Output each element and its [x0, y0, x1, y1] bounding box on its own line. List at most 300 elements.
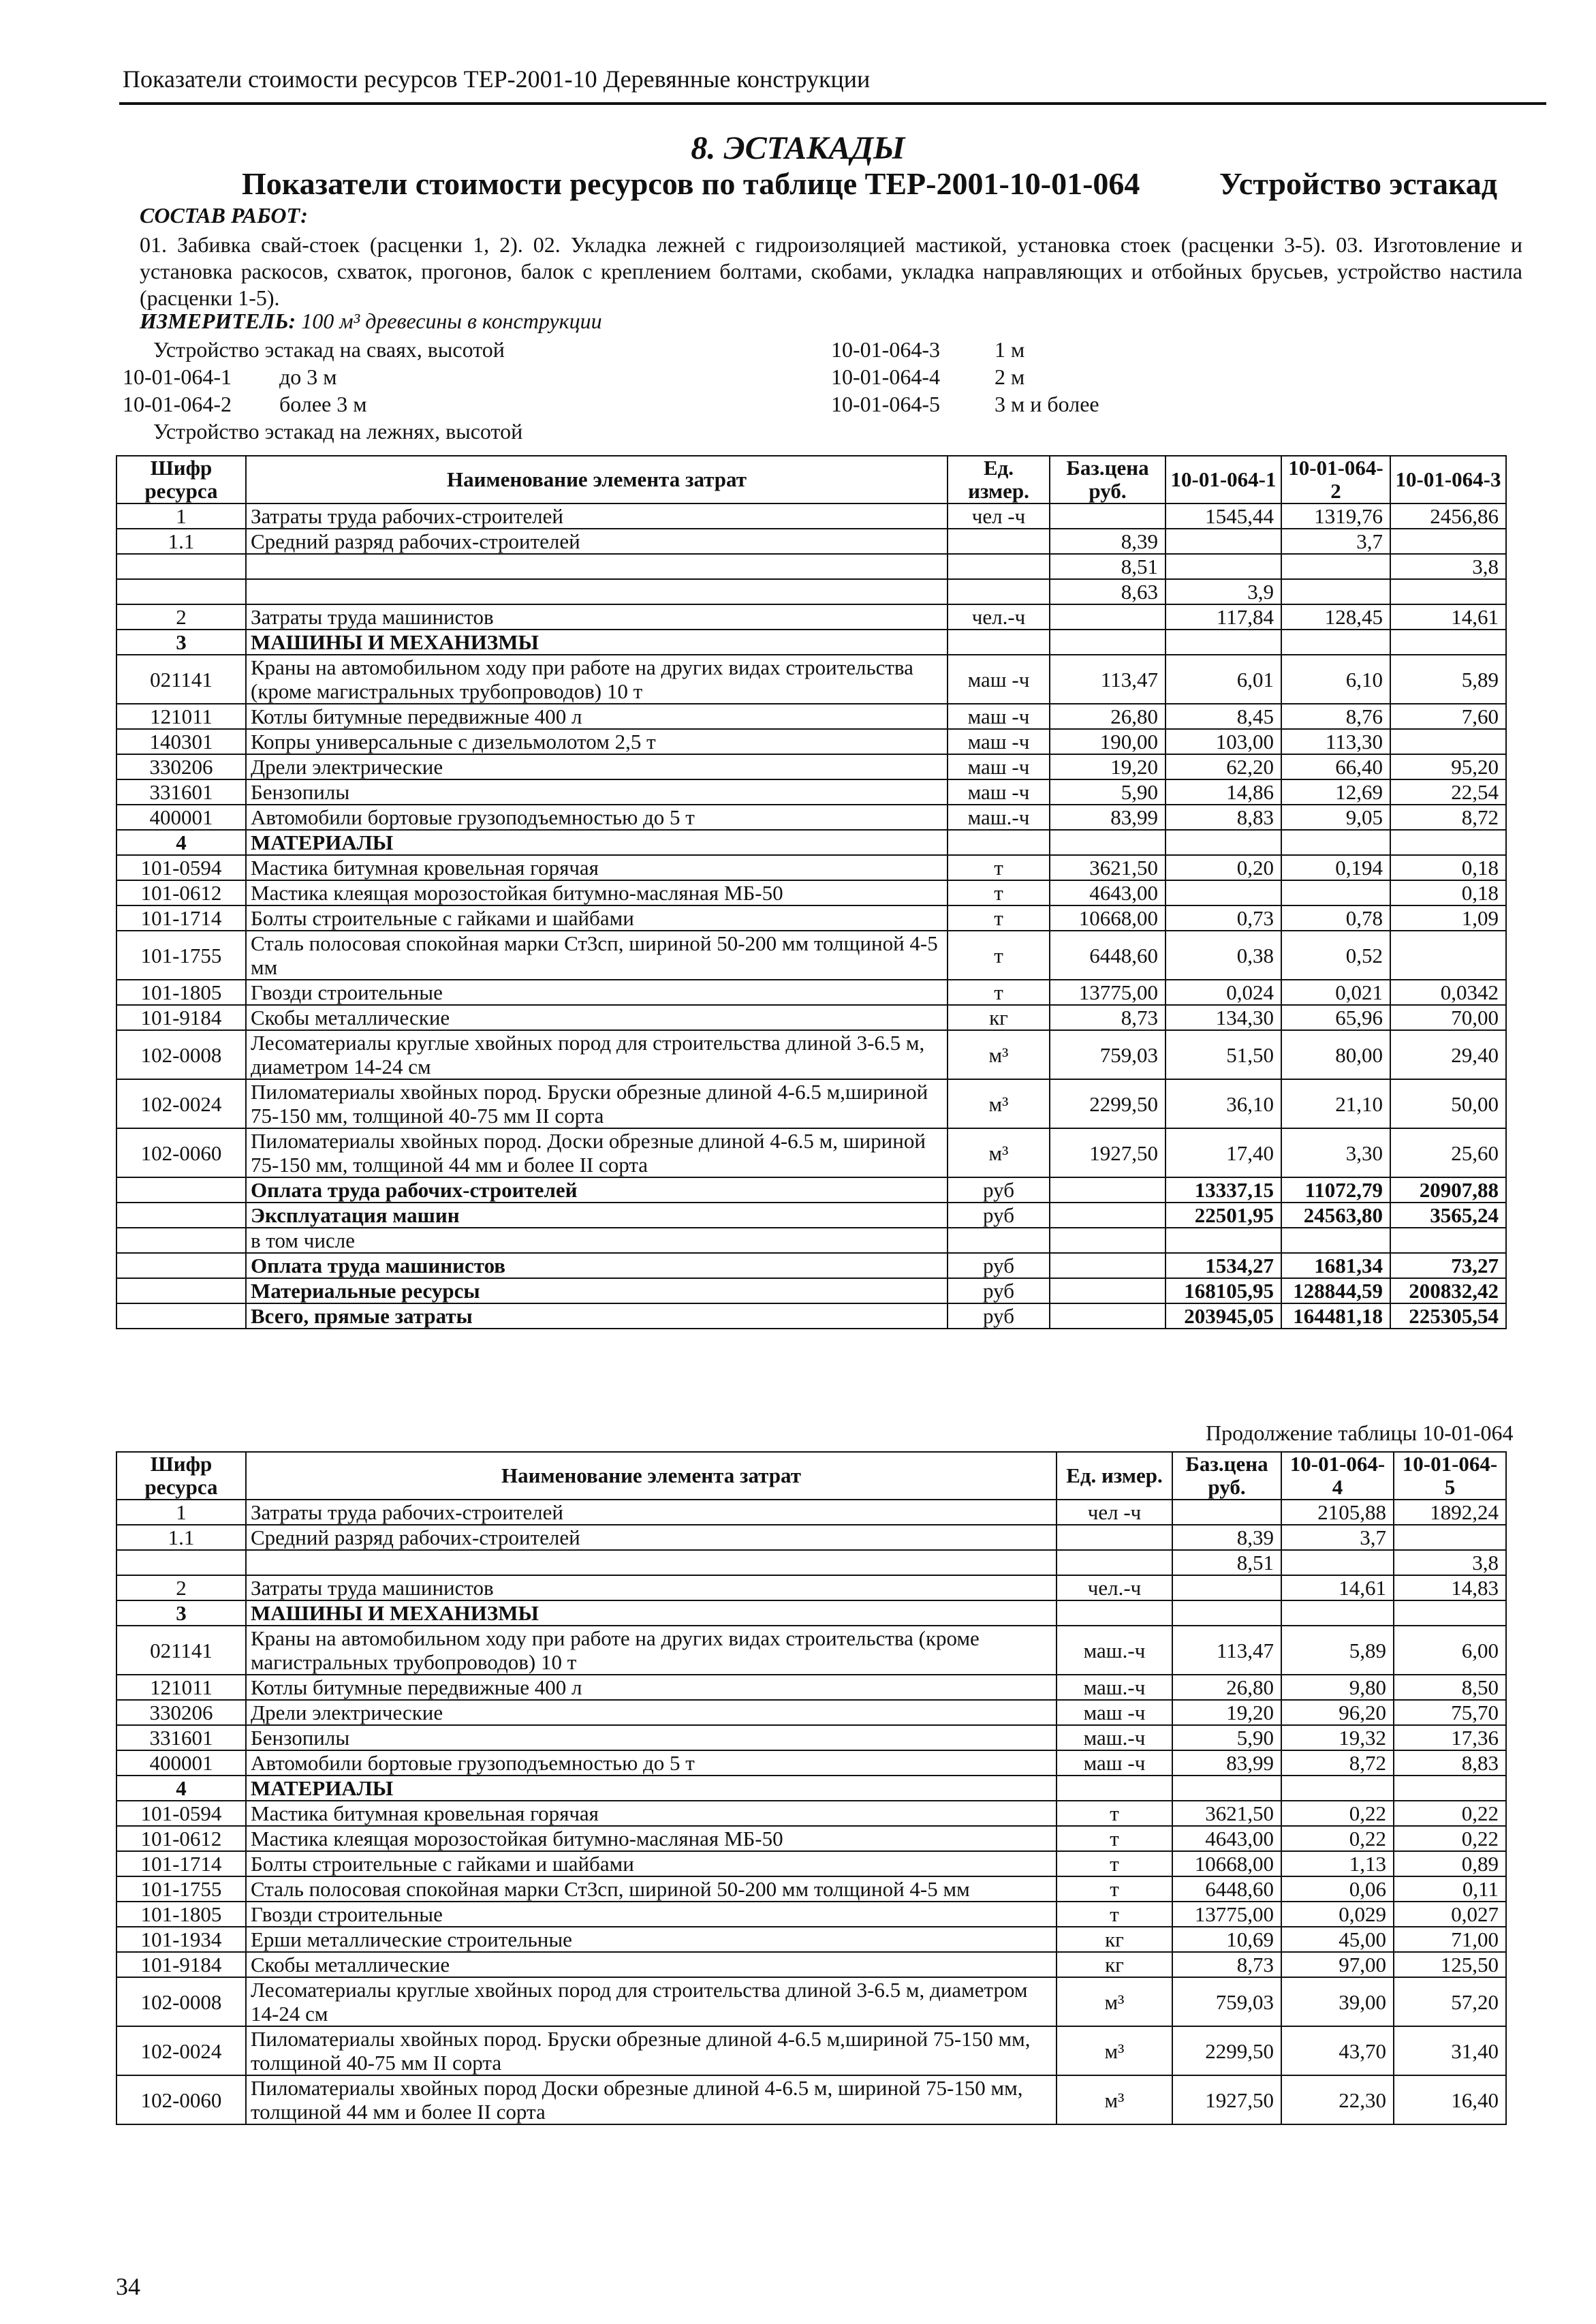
value-cell: 0,22 [1394, 1801, 1506, 1826]
unit-cell: м³ [1057, 2026, 1172, 2075]
value-cell: 3,8 [1394, 1550, 1506, 1575]
resource-code: 331601 [116, 779, 246, 805]
value-cell: 14,61 [1281, 1575, 1394, 1600]
work-description: 01. Забивка свай-стоек (расценки 1, 2). 02. Укладка лежней с гидроизоляцией мастикой, установка стоек (расценки 3-5). 03. Изготовление и установка раскосов, схваток, прогонов, балок с креплением болтами, скобами, укладка направляющих и отбойных брусьев, устройство настила (расценки 1-5). [140, 232, 1522, 310]
base-price-cell: 26,80 [1172, 1675, 1281, 1700]
resource-code: 400001 [116, 1750, 246, 1776]
unit-cell: чел.-ч [1057, 1575, 1172, 1600]
resource-name [246, 1550, 1057, 1575]
value-cell: 0,06 [1281, 1876, 1394, 1902]
table-row [116, 1079, 1506, 1128]
unit-cell [948, 630, 1050, 655]
unit-cell [1057, 1550, 1172, 1575]
resource-code: 1 [116, 503, 246, 529]
table-row [116, 1626, 1506, 1675]
base-price-cell: 4643,00 [1050, 880, 1165, 905]
resource-name: Пиломатериалы хвойных пород. Бруски обрезные длиной 4-6.5 м,шириной 75-150 мм, толщиной 40-75 мм II сорта [246, 1079, 948, 1128]
resource-name: МАТЕРИАЛЫ [246, 1776, 1057, 1801]
value-cell: 0,73 [1165, 905, 1281, 931]
value-cell: 3,7 [1281, 529, 1390, 554]
table-row [116, 1725, 1506, 1750]
column-header: Шифр ресурса [116, 1452, 246, 1500]
unit-cell: т [948, 931, 1050, 980]
value-cell [1394, 1600, 1506, 1626]
unit-cell: т [948, 980, 1050, 1005]
base-price-cell: 1927,50 [1050, 1128, 1165, 1177]
base-price-cell: 2299,50 [1172, 2026, 1281, 2075]
column-header: 10-01-064-1 [1165, 456, 1281, 503]
price-code: 10-01-064-4 [831, 365, 940, 389]
resource-name: Краны на автомобильном ходу при работе на других видах строительства (кроме магистральных трубопроводов) 10 т [246, 1626, 1057, 1675]
column-header: 10-01-064-5 [1394, 1452, 1506, 1500]
resource-name: Автомобили бортовые грузоподъемностью до 5 т [246, 1750, 1057, 1776]
base-price-cell [1050, 503, 1165, 529]
base-price-cell: 13775,00 [1172, 1902, 1281, 1927]
table-row [116, 529, 1506, 554]
table-subject: Устройство эстакад [1219, 166, 1498, 201]
value-cell [1390, 729, 1506, 754]
value-cell: 11072,79 [1281, 1177, 1390, 1203]
table-row [116, 880, 1506, 905]
work-heading: СОСТАВ РАБОТ: [140, 203, 308, 228]
base-price-cell: 19,20 [1050, 754, 1165, 779]
value-cell [1281, 554, 1390, 579]
price-code-text: 1 м [995, 337, 1025, 362]
table-row [116, 1005, 1506, 1030]
value-cell [1281, 880, 1390, 905]
base-price-cell: 26,80 [1050, 704, 1165, 729]
value-cell: 2105,88 [1281, 1500, 1394, 1525]
unit-cell: т [948, 880, 1050, 905]
value-cell: 12,69 [1281, 779, 1390, 805]
unit-cell [948, 830, 1050, 855]
resource-code: 102-0008 [116, 1977, 246, 2026]
unit-cell: маш.-ч [1057, 1725, 1172, 1750]
resource-name: Скобы металлические [246, 1952, 1057, 1977]
table-row [116, 1203, 1506, 1228]
resource-name: Пиломатериалы хвойных пород Доски обрезные длиной 4-6.5 м, шириной 75-150 мм, толщиной 44 мм и более II сорта [246, 2075, 1057, 2124]
unit-cell: м³ [1057, 2075, 1172, 2124]
value-cell: 97,00 [1281, 1952, 1394, 1977]
table-title: Показатели стоимости ресурсов по таблице ТЕР-2001-10-01-064 [242, 166, 1140, 201]
price-code-text: более 3 м [279, 392, 367, 416]
resource-code: 4 [116, 830, 246, 855]
table-row [116, 1675, 1506, 1700]
base-price-cell: 10668,00 [1172, 1851, 1281, 1876]
resource-code: 101-1805 [116, 1902, 246, 1927]
resource-name: Мастика битумная кровельная горячая [246, 855, 948, 880]
resource-code: 1.1 [116, 1525, 246, 1550]
resource-code [116, 1253, 246, 1278]
unit-cell: маш.-ч [1057, 1626, 1172, 1675]
table-row [116, 980, 1506, 1005]
table-row [116, 1750, 1506, 1776]
base-price-cell [1172, 1500, 1281, 1525]
value-cell [1281, 830, 1390, 855]
measure-label: ИЗМЕРИТЕЛЬ: [140, 309, 296, 333]
resource-name: Мастика клеящая морозостойкая битумно-масляная МБ-50 [246, 880, 948, 905]
resource-name: Затраты труда машинистов [246, 1575, 1057, 1600]
resource-name: Пиломатериалы хвойных пород. Бруски обрезные длиной 4-6.5 м,шириной 75-150 мм, толщиной 40-75 мм II сорта [246, 2026, 1057, 2075]
price-code: 10-01-064-1 [123, 365, 232, 389]
table-row [116, 579, 1506, 604]
value-cell: 134,30 [1165, 1005, 1281, 1030]
value-cell: 3565,24 [1390, 1203, 1506, 1228]
value-cell [1394, 1525, 1506, 1550]
value-cell: 1,09 [1390, 905, 1506, 931]
value-cell: 3,8 [1390, 554, 1506, 579]
value-cell: 96,20 [1281, 1700, 1394, 1725]
table-row [116, 754, 1506, 779]
value-cell [1390, 1228, 1506, 1253]
table-body [116, 503, 1506, 1329]
value-cell: 62,20 [1165, 754, 1281, 779]
resource-code: 121011 [116, 704, 246, 729]
unit-cell: т [948, 905, 1050, 931]
resource-name: Скобы металлические [246, 1005, 948, 1030]
value-cell: 117,84 [1165, 604, 1281, 630]
value-cell: 50,00 [1390, 1079, 1506, 1128]
resource-code: 102-0060 [116, 2075, 246, 2124]
value-cell [1281, 579, 1390, 604]
resource-name: Болты строительные с гайками и шайбами [246, 1851, 1057, 1876]
table-row [116, 1826, 1506, 1851]
resource-code: 102-0060 [116, 1128, 246, 1177]
unit-cell: чел -ч [948, 503, 1050, 529]
resource-code [116, 579, 246, 604]
table-row [116, 830, 1506, 855]
value-cell: 203945,05 [1165, 1303, 1281, 1329]
value-cell: 14,86 [1165, 779, 1281, 805]
column-header: 10-01-064-4 [1281, 1452, 1394, 1500]
resource-name: Лесоматериалы круглые хвойных пород для строительства длиной 3-6.5 м, диаметром 14-24 см [246, 1977, 1057, 2026]
value-cell [1390, 830, 1506, 855]
value-cell: 31,40 [1394, 2026, 1506, 2075]
value-cell: 1534,27 [1165, 1253, 1281, 1278]
running-header: Показатели стоимости ресурсов ТЕР-2001-10 Деревянные конструкции [123, 65, 871, 93]
base-price-cell [1050, 830, 1165, 855]
table-row [116, 1030, 1506, 1079]
base-price-cell [1172, 1600, 1281, 1626]
unit-cell: маш -ч [1057, 1700, 1172, 1725]
value-cell: 2456,86 [1390, 503, 1506, 529]
base-price-cell: 6448,60 [1050, 931, 1165, 980]
value-cell [1281, 1228, 1390, 1253]
value-cell: 22501,95 [1165, 1203, 1281, 1228]
table-row [116, 503, 1506, 529]
base-price-cell [1050, 604, 1165, 630]
value-cell: 19,32 [1281, 1725, 1394, 1750]
resource-name: Эксплуатация машин [246, 1203, 948, 1228]
base-price-cell: 10668,00 [1050, 905, 1165, 931]
value-cell: 0,029 [1281, 1902, 1394, 1927]
unit-cell: маш -ч [948, 754, 1050, 779]
resource-code [116, 554, 246, 579]
unit-cell [1057, 1600, 1172, 1626]
price-code: 10-01-064-2 [123, 392, 232, 416]
resource-name: Мастика битумная кровельная горячая [246, 1801, 1057, 1826]
base-price-cell [1050, 1203, 1165, 1228]
column-header: 10-01-064-2 [1281, 456, 1390, 503]
table-row [116, 1851, 1506, 1876]
resource-code: 1 [116, 1500, 246, 1525]
base-price-cell: 19,20 [1172, 1700, 1281, 1725]
value-cell: 6,01 [1165, 655, 1281, 704]
table-row [116, 779, 1506, 805]
column-header: 10-01-064-3 [1390, 456, 1506, 503]
base-price-cell: 3621,50 [1172, 1801, 1281, 1826]
value-cell: 6,10 [1281, 655, 1390, 704]
column-header: Баз.цена руб. [1050, 456, 1165, 503]
table-row [116, 554, 1506, 579]
resource-code: 101-1714 [116, 1851, 246, 1876]
base-price-cell: 2299,50 [1050, 1079, 1165, 1128]
resource-name: Мастика клеящая морозостойкая битумно-масляная МБ-50 [246, 1826, 1057, 1851]
resource-code: 101-0612 [116, 1826, 246, 1851]
unit-cell [1057, 1525, 1172, 1550]
resource-code [116, 1177, 246, 1203]
value-cell: 65,96 [1281, 1005, 1390, 1030]
table-row [116, 905, 1506, 931]
value-cell: 1892,24 [1394, 1500, 1506, 1525]
column-header: Шифр ресурса [116, 456, 246, 503]
value-cell: 14,61 [1390, 604, 1506, 630]
base-price-cell: 5,90 [1050, 779, 1165, 805]
value-cell: 0,027 [1394, 1902, 1506, 1927]
resource-code: 101-1755 [116, 1876, 246, 1902]
base-price-cell: 4643,00 [1172, 1826, 1281, 1851]
value-cell: 36,10 [1165, 1079, 1281, 1128]
value-cell: 225305,54 [1390, 1303, 1506, 1329]
base-price-cell: 3621,50 [1050, 855, 1165, 880]
unit-cell: маш.-ч [1057, 1675, 1172, 1700]
value-cell: 0,22 [1394, 1826, 1506, 1851]
resource-code [116, 1550, 246, 1575]
resource-name: Болты строительные с гайками и шайбами [246, 905, 948, 931]
table-row [116, 1801, 1506, 1826]
base-price-cell: 10,69 [1172, 1927, 1281, 1952]
value-cell: 0,78 [1281, 905, 1390, 931]
page-number: 34 [116, 2273, 140, 2300]
resource-code: 3 [116, 1600, 246, 1626]
unit-cell: м³ [1057, 1977, 1172, 2026]
value-cell: 0,22 [1281, 1801, 1394, 1826]
resource-code: 101-1934 [116, 1927, 246, 1952]
value-cell: 1681,34 [1281, 1253, 1390, 1278]
resource-name [246, 554, 948, 579]
base-price-cell: 6448,60 [1172, 1876, 1281, 1902]
measure-line [140, 309, 602, 334]
measure-value: 100 м³ древесины в конструкции [301, 309, 602, 333]
table-row [116, 1902, 1506, 1927]
unit-cell: руб [948, 1278, 1050, 1303]
value-cell [1281, 1550, 1394, 1575]
base-price-cell: 190,00 [1050, 729, 1165, 754]
value-cell: 0,52 [1281, 931, 1390, 980]
base-price-cell: 759,03 [1050, 1030, 1165, 1079]
value-cell: 66,40 [1281, 754, 1390, 779]
unit-cell: т [1057, 1876, 1172, 1902]
continuation-note: Продолжение таблицы 10-01-064 [1206, 1421, 1514, 1445]
price-code-text: до 3 м [279, 365, 337, 389]
resource-name: Материальные ресурсы [246, 1278, 948, 1303]
value-cell: 57,20 [1394, 1977, 1506, 2026]
table-row [116, 1952, 1506, 1977]
resource-name: Ерши металлические строительные [246, 1927, 1057, 1952]
base-price-cell: 8,39 [1050, 529, 1165, 554]
value-cell: 9,80 [1281, 1675, 1394, 1700]
value-cell: 14,83 [1394, 1575, 1506, 1600]
table-row [116, 729, 1506, 754]
unit-cell: кг [1057, 1952, 1172, 1977]
resource-name: Средний разряд рабочих-строителей [246, 1525, 1057, 1550]
value-cell: 3,7 [1281, 1525, 1394, 1550]
table-row [116, 1128, 1506, 1177]
table-row [116, 855, 1506, 880]
value-cell: 8,72 [1390, 805, 1506, 830]
price-code-text: Устройство эстакад на сваях, высотой [153, 337, 505, 362]
resource-name: Гвозди строительные [246, 980, 948, 1005]
resource-code: 102-0008 [116, 1030, 246, 1079]
table-row [116, 1700, 1506, 1725]
value-cell: 168105,95 [1165, 1278, 1281, 1303]
unit-cell [948, 554, 1050, 579]
resource-code: 330206 [116, 754, 246, 779]
resource-code: 121011 [116, 1675, 246, 1700]
value-cell: 1,13 [1281, 1851, 1394, 1876]
value-cell: 0,11 [1394, 1876, 1506, 1902]
table-row [116, 1177, 1506, 1203]
resource-name: Гвозди строительные [246, 1902, 1057, 1927]
value-cell: 0,89 [1394, 1851, 1506, 1876]
resource-code: 330206 [116, 1700, 246, 1725]
base-price-cell: 113,47 [1172, 1626, 1281, 1675]
table-row [116, 1303, 1506, 1329]
value-cell: 113,30 [1281, 729, 1390, 754]
price-code-text: 2 м [995, 365, 1025, 389]
value-cell: 22,54 [1390, 779, 1506, 805]
value-cell [1165, 1228, 1281, 1253]
resource-name: Бензопилы [246, 779, 948, 805]
resource-code [116, 1203, 246, 1228]
base-price-cell [1050, 1303, 1165, 1329]
value-cell: 45,00 [1281, 1927, 1394, 1952]
resource-name: Оплата труда машинистов [246, 1253, 948, 1278]
resource-code: 021141 [116, 1626, 246, 1675]
column-header: Ед. измер. [948, 456, 1050, 503]
value-cell: 75,70 [1394, 1700, 1506, 1725]
value-cell: 8,83 [1165, 805, 1281, 830]
value-cell: 0,021 [1281, 980, 1390, 1005]
resource-name: Пиломатериалы хвойных пород. Доски обрезные длиной 4-6.5 м, шириной 75-150 мм, толщиной 44 мм и более II сорта [246, 1128, 948, 1177]
unit-cell: т [948, 855, 1050, 880]
value-cell: 16,40 [1394, 2075, 1506, 2124]
base-price-cell: 8,73 [1172, 1952, 1281, 1977]
unit-cell: руб [948, 1253, 1050, 1278]
table-row [116, 604, 1506, 630]
value-cell: 8,45 [1165, 704, 1281, 729]
base-price-cell: 113,47 [1050, 655, 1165, 704]
resource-code: 102-0024 [116, 1079, 246, 1128]
value-cell: 6,00 [1394, 1626, 1506, 1675]
base-price-cell [1050, 1253, 1165, 1278]
resource-name: Затраты труда машинистов [246, 604, 948, 630]
value-cell [1390, 579, 1506, 604]
resource-code: 2 [116, 1575, 246, 1600]
resource-code: 400001 [116, 805, 246, 830]
base-price-cell: 13775,00 [1050, 980, 1165, 1005]
value-cell: 200832,42 [1390, 1278, 1506, 1303]
unit-cell: м³ [948, 1128, 1050, 1177]
price-code-text: Устройство эстакад на лежнях, высотой [153, 419, 523, 444]
value-cell: 0,18 [1390, 855, 1506, 880]
resource-name: Лесоматериалы круглые хвойных пород для строительства длиной 3-6.5 м, диаметром 14-24 см [246, 1030, 948, 1079]
resource-name: Оплата труда рабочих-строителей [246, 1177, 948, 1203]
value-cell: 17,40 [1165, 1128, 1281, 1177]
value-cell: 43,70 [1281, 2026, 1394, 2075]
resource-name: Сталь полосовая спокойная марки Ст3сп, шириной 50-200 мм толщиной 4-5 мм [246, 931, 948, 980]
unit-cell [948, 579, 1050, 604]
header-rule [119, 102, 1546, 105]
value-cell: 8,72 [1281, 1750, 1394, 1776]
unit-cell: руб [948, 1303, 1050, 1329]
unit-cell: маш -ч [1057, 1750, 1172, 1776]
table-row [116, 1278, 1506, 1303]
resource-name [246, 579, 948, 604]
value-cell: 80,00 [1281, 1030, 1390, 1079]
resource-name: Затраты труда рабочих-строителей [246, 1500, 1057, 1525]
base-price-cell: 8,51 [1050, 554, 1165, 579]
resource-name: Сталь полосовая спокойная марки Ст3сп, шириной 50-200 мм толщиной 4-5 мм [246, 1876, 1057, 1902]
resource-name: Бензопилы [246, 1725, 1057, 1750]
value-cell: 0,38 [1165, 931, 1281, 980]
unit-cell: руб [948, 1203, 1050, 1228]
base-price-cell: 8,73 [1050, 1005, 1165, 1030]
resource-code: 2 [116, 604, 246, 630]
base-price-cell: 8,63 [1050, 579, 1165, 604]
value-cell: 9,05 [1281, 805, 1390, 830]
unit-cell: маш -ч [948, 704, 1050, 729]
unit-cell: маш -ч [948, 779, 1050, 805]
unit-cell: чел.-ч [948, 604, 1050, 630]
resource-code: 3 [116, 630, 246, 655]
value-cell: 20907,88 [1390, 1177, 1506, 1203]
table-row [116, 630, 1506, 655]
resource-name: Котлы битумные передвижные 400 л [246, 1675, 1057, 1700]
value-cell [1390, 931, 1506, 980]
value-cell [1165, 880, 1281, 905]
resource-code: 101-0594 [116, 855, 246, 880]
value-cell: 0,18 [1390, 880, 1506, 905]
unit-cell: кг [948, 1005, 1050, 1030]
resource-name: Затраты труда рабочих-строителей [246, 503, 948, 529]
column-header: Баз.цена руб. [1172, 1452, 1281, 1500]
value-cell: 51,50 [1165, 1030, 1281, 1079]
base-price-cell [1050, 1177, 1165, 1203]
unit-cell: руб [948, 1177, 1050, 1203]
value-cell [1394, 1776, 1506, 1801]
unit-cell: маш -ч [948, 655, 1050, 704]
table-row [116, 1500, 1506, 1525]
table-row [116, 1927, 1506, 1952]
unit-cell: чел -ч [1057, 1500, 1172, 1525]
resource-name: МАШИНЫ И МЕХАНИЗМЫ [246, 630, 948, 655]
value-cell: 25,60 [1390, 1128, 1506, 1177]
table-header-row [116, 456, 1506, 503]
column-header: Наименование элемента затрат [246, 456, 948, 503]
value-cell [1281, 630, 1390, 655]
value-cell: 0,22 [1281, 1826, 1394, 1851]
